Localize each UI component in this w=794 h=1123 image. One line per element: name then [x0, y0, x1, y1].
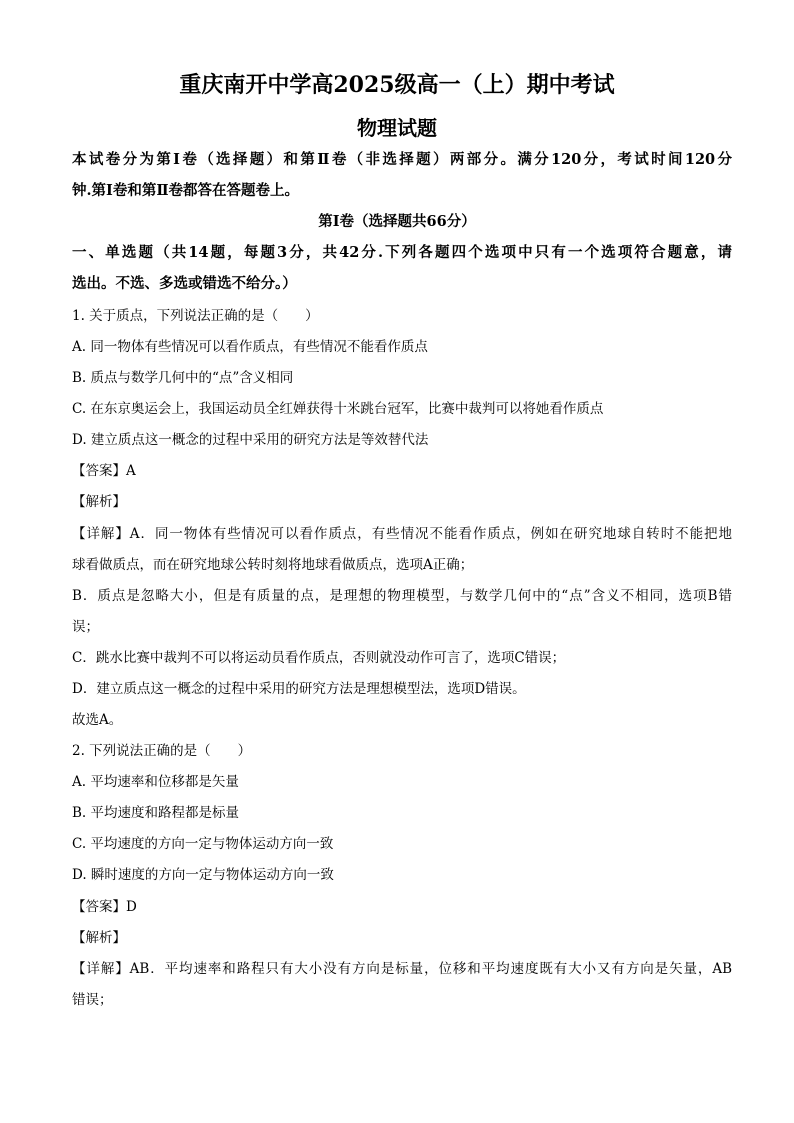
intro-line-2: 钟.第Ⅰ卷和第Ⅱ卷都答在答题卷上。	[72, 182, 300, 199]
question-2-detail-line: 错误；	[72, 992, 113, 1008]
section-instruction-line-1: 一、单选题（共14题，每题3分，共42分.下列各题四个选项中只有一个选项符合题意，请	[72, 244, 732, 261]
question-1-analysis-label: 【解析】	[72, 494, 126, 510]
section-instruction-line-2: 选出。不选、多选或错选不给分。）	[72, 275, 297, 292]
question-1-answer: 【答案】A	[72, 463, 136, 479]
question-1-stem: 1. 关于质点，下列说法正确的是（ ）	[72, 308, 319, 324]
subject-title: 物理试题	[357, 116, 437, 140]
question-2-stem: 2. 下列说法正确的是（ ）	[72, 743, 252, 759]
question-1-detail-line: D．建立质点这一概念的过程中采用的研究方法是理想模型法，选项D错误。	[72, 681, 526, 697]
question-1-detail-line: 误；	[72, 619, 99, 635]
question-2-option-c: C. 平均速度的方向一定与物体运动方向一致	[72, 836, 334, 852]
question-2-option-d: D. 瞬时速度的方向一定与物体运动方向一致	[72, 867, 334, 883]
question-1-detail-line: 【详解】A．同一物体有些情况可以看作质点，有些情况不能看作质点，例如在研究地球自转时不能把地	[72, 526, 732, 542]
exam-title: 重庆南开中学高2025级高一（上）期中考试	[179, 72, 615, 98]
question-1-detail-line: C．跳水比赛中裁判不可以将运动员看作质点，否则就没动作可言了，选项C错误；	[72, 650, 566, 666]
question-1-detail-line: B．质点是忽略大小，但是有质量的点，是理想的物理模型，与数学几何中的“点”含义不相同，选项B错	[72, 588, 732, 604]
question-2-detail-line: 【详解】AB．平均速率和路程只有大小没有方向是标量，位移和平均速度既有大小又有方向是矢量，AB	[72, 961, 732, 977]
question-1-option-a: A. 同一物体有些情况可以看作质点，有些情况不能看作质点	[72, 339, 428, 355]
question-2-analysis-label: 【解析】	[72, 930, 126, 946]
question-1-option-d: D. 建立质点这一概念的过程中采用的研究方法是等效替代法	[72, 432, 429, 448]
question-1-option-c: C. 在东京奥运会上，我国运动员全红婵获得十米跳台冠军，比赛中裁判可以将她看作质点	[72, 401, 604, 417]
question-2-option-b: B. 平均速度和路程都是标量	[72, 805, 240, 821]
question-1-option-b: B. 质点与数学几何中的“点”含义相同	[72, 370, 294, 386]
question-1-conclusion: 故选A。	[72, 712, 123, 728]
section-title: 第Ⅰ卷（选择题共66分）	[318, 213, 476, 230]
intro-line-1: 本试卷分为第Ⅰ卷（选择题）和第Ⅱ卷（非选择题）两部分。满分120分，考试时间120分	[72, 151, 732, 168]
question-1-detail-line: 球看做质点，而在研究地球公转时刻将地球看做质点，选项A正确；	[72, 557, 474, 573]
question-2-answer: 【答案】D	[72, 899, 137, 915]
question-2-option-a: A. 平均速率和位移都是矢量	[72, 774, 239, 790]
